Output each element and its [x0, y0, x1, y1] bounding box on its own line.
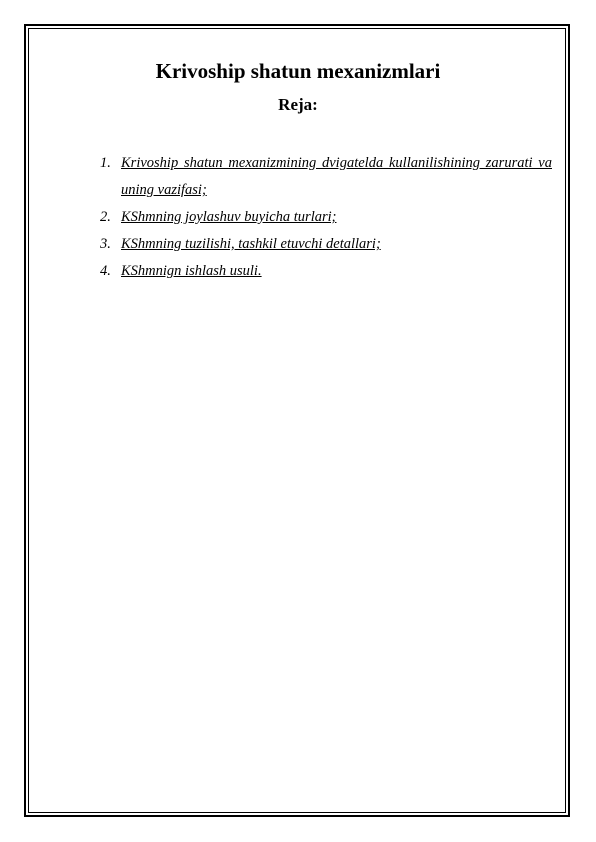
plan-item-text: KShmning tuzilishi, tashkil etuvchi detallari; [121, 236, 381, 252]
plan-item-3 [100, 231, 552, 258]
plan-item-text: KShmning joylashuv buyicha turlari; [121, 209, 337, 225]
plan-item-2 [100, 204, 552, 231]
document-title: Krivoship shatun mexanizmlari [155, 59, 441, 83]
plan-item-number: 3. [100, 236, 111, 252]
plan-heading: Reja: [278, 95, 318, 114]
page-border-inner [28, 28, 566, 813]
plan-item-number: 4. [100, 263, 111, 279]
plan-list [100, 150, 552, 285]
plan-item-number: 2. [100, 209, 111, 225]
plan-item-text: Krivoship shatun mexanizmining dvigatelda kullanilishining zarurati va uning vazifasi; [121, 155, 552, 198]
plan-item-4 [100, 258, 552, 285]
plan-item-1 [100, 150, 552, 204]
plan-item-text: KShmnign ishlash usuli. [121, 263, 262, 279]
plan-item-number: 1. [100, 155, 111, 171]
